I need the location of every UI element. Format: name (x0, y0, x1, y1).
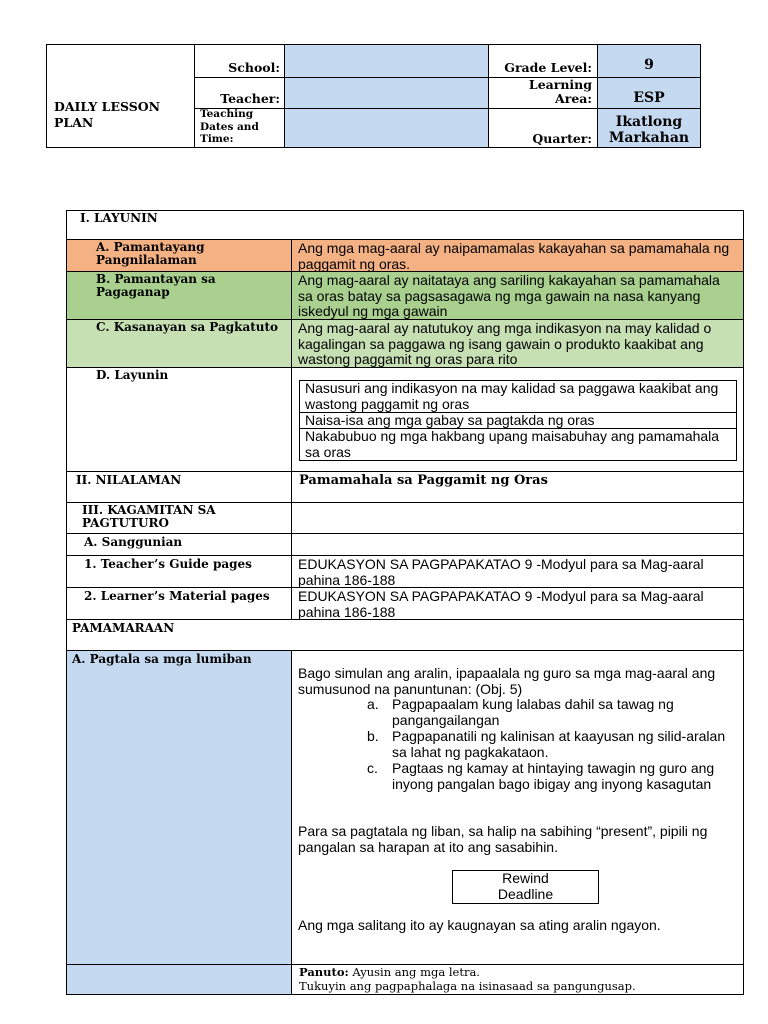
objective-item-text: Naisa-isa ang mga gabay sa pagtakda ng oras (305, 412, 595, 428)
layunin-header-row (66, 210, 744, 240)
school-label: School: (228, 60, 280, 75)
pagtala-paragraph: Para sa pagtatala ng liban, sa halip na sabihing “present”, pipili ng pangalan sa harapan at ito ang sasabihin. (298, 823, 708, 855)
teacher-field[interactable] (284, 77, 489, 109)
word-box-line1: Rewind (502, 870, 549, 886)
objective-item-text: Nasusuri ang indikasyon na may kalidad sa paggawa kaakibat ang wastong paggamit ng oras (305, 380, 719, 412)
rule-text: Pagpapaalam kung lalabas dahil sa tawag ng pangangailangan (392, 696, 674, 728)
pamantayang-pangnilalaman-text: Ang mga mag-aaral ay naipamamalas kakayahan sa pamamahala ng paggamit ng oras. (298, 240, 730, 272)
kasanayan-sa-pagkatuto-text: Ang mag-aaral ay natutukoy ang mga indikasyon na may kalidad o kagalingan sa paggawa ng isang gawain o produkto kaakibat ang wastong paggamit ng oras para rito (298, 320, 712, 367)
nilalaman-value: Pamamahala sa Paggamit ng Oras (299, 473, 548, 488)
learners-material-value: EDUKASYON SA PAGPAPAKATAO 9 -Modyul para sa Mag-aaral pahina 186-188 (298, 588, 704, 620)
learning-area-label: Learning Area: (528, 77, 592, 106)
quarter-value: Ikatlong Markahan (608, 114, 690, 146)
kasanayan-sa-pagkatuto-label: C. Kasanayan sa Pagkatuto (96, 320, 279, 334)
word-box-line2: Deadline (497, 886, 554, 902)
objective-item-text: Nakabubuo ng mga hakbang upang maisabuhay ang pamamahala sa oras (305, 428, 720, 460)
row-d-label-cell (66, 367, 292, 472)
pamamaraan-heading: PAMAMARAAN (72, 621, 175, 635)
pagtala-intro: Bago simulan ang aralin, ipapaalala ng guro sa mga mag-aaral ang sumusunod na panuntunan: (Obj. 5) (298, 665, 716, 697)
learning-area-value: ESP (633, 90, 665, 106)
grade-level-label: Grade Level: (504, 60, 592, 75)
pamantayan-sa-pagaganap-text: Ang mag-aaral ay naitataya ang sariling kakayahan sa pamamahala sa oras batay sa pagsasagawa ng mga gawain na nasa kanyang iskedyul ng mga gawain (298, 272, 720, 319)
grade-level-value: 9 (644, 57, 654, 73)
school-field[interactable] (284, 44, 489, 78)
quarter-label: Quarter: (532, 131, 592, 146)
nilalaman-label: II. NILALAMAN (76, 473, 182, 487)
pagtala-label: A. Pagtala sa mga lumiban (72, 652, 252, 666)
teaching-dates-field[interactable] (284, 108, 489, 148)
teachers-guide-value: EDUKASYON SA PAGPAPAKATAO 9 -Modyul para sa Mag-aaral pahina 186-188 (298, 556, 704, 588)
pagtala-closing: Ang mga salitang ito ay kaugnayan sa ating aralin ngayon. (298, 917, 661, 933)
rule-marker: b. (367, 728, 379, 744)
rule-marker: c. (367, 760, 378, 776)
document-title: DAILY LESSON PLAN (54, 99, 161, 130)
kagamitan-label: III. KAGAMITAN SA PAGTUTURO (82, 503, 216, 530)
panuto-label: Panuto: (299, 965, 349, 979)
rule-marker: a. (367, 696, 379, 712)
pamantayan-sa-pagaganap-label: B. Pamantayan sa Pagaganap (96, 272, 216, 299)
panuto-instruction: Ayusin ang mga letra. (348, 965, 480, 979)
teaching-dates-label: Teaching Dates and Time: (200, 108, 259, 145)
pagtala-label-cell (66, 650, 292, 965)
layunin-heading: I. LAYUNIN (80, 211, 158, 225)
teachers-guide-label: 1. Teacher’s Guide pages (84, 557, 252, 571)
pamantayang-pangnilalaman-label: A. Pamantayang Pangnilalaman (96, 240, 205, 267)
learners-material-label: 2. Learner’s Material pages (84, 589, 270, 603)
layunin-d-label: D. Layunin (96, 368, 169, 382)
sanggunian-value-cell (291, 533, 744, 556)
panuto-text (299, 965, 739, 993)
kagamitan-value-cell (291, 502, 744, 534)
panuto-line2: Tukuyin ang pagpaphalaga na isinasaad sa pangungusap. (299, 979, 636, 993)
rule-text: Pagpapanatili ng kalinisan at kaayusan ng silid-aralan sa lahat ng pagkakataon. (392, 728, 726, 760)
sanggunian-label: A. Sanggunian (84, 535, 183, 549)
rule-text: Pagtaas ng kamay at hintaying tawagin ng guro ang inyong pangalan bago ibigay ang inyong kasagutan (392, 760, 715, 792)
teacher-label: Teacher: (220, 91, 280, 106)
panuto-label-cell (66, 964, 292, 995)
